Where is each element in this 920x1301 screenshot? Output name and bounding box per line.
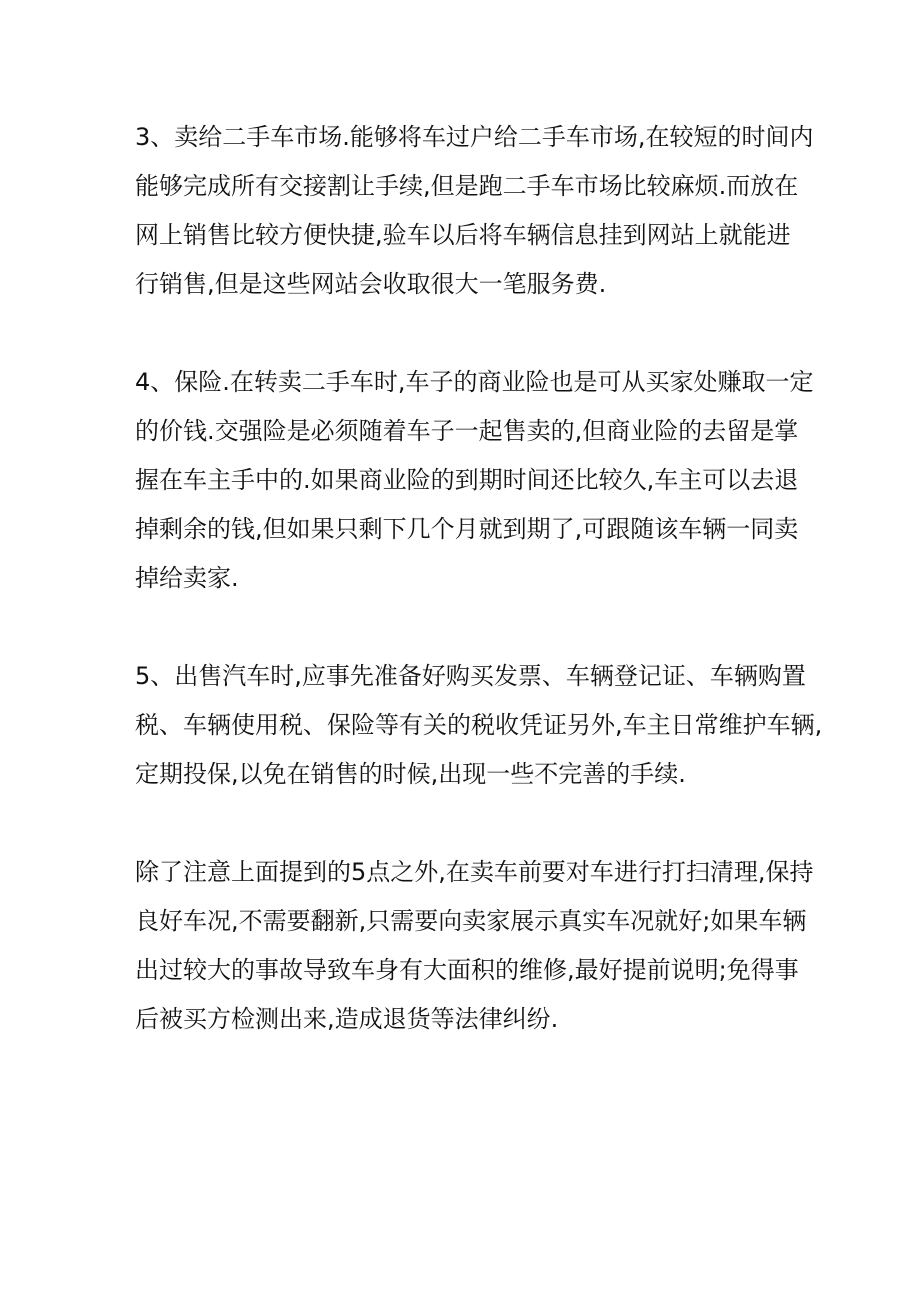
text-line: 3、卖给二手车市场.能够将车过户给二手车市场,在较短的时间内	[135, 123, 814, 151]
text-line: 后被买方检测出来,造成退货等法律纠纷.	[135, 1005, 559, 1033]
text-line: 的价钱.交强险是必须随着车子一起售卖的,但商业险的去留是掌	[135, 417, 799, 445]
text-line: 握在车主手中的.如果商业险的到期时间还比较久,车主可以去退	[135, 466, 799, 494]
document-body	[135, 113, 823, 1044]
text-line: 出过较大的事故导致车身有大面积的维修,最好提前说明;免得事	[135, 956, 799, 984]
text-line: 除了注意上面提到的5点之外,在卖车前要对车进行打扫清理,保持	[135, 858, 814, 886]
paragraph-gap	[135, 603, 795, 652]
text-line: 掉给卖家.	[135, 564, 239, 592]
text-line: 掉剩余的钱,但如果只剩下几个月就到期了,可跟随该车辆一同卖	[135, 515, 799, 543]
text-line: 良好车况,不需要翻新,只需要向卖家展示真实车况就好;如果车辆	[135, 907, 807, 935]
paragraph-gap	[135, 799, 795, 848]
paragraph-gap	[135, 309, 795, 358]
paragraph-insurance	[135, 358, 814, 603]
text-line: 5、出售汽车时,应事先准备好购买发票、车辆登记证、车辆购置	[135, 662, 806, 690]
paragraph-summary	[135, 848, 814, 1044]
text-line: 行销售,但是这些网站会收取很大一笔服务费.	[135, 270, 607, 298]
paragraph-sell-to-used-car-market	[135, 113, 814, 309]
text-line: 网上销售比较方便快捷,验车以后将车辆信息挂到网站上就能进	[135, 221, 791, 249]
text-line: 税、车辆使用税、保险等有关的税收凭证另外,车主日常维护车辆,	[135, 711, 823, 739]
text-line: 定期投保,以免在销售的时候,出现一些不完善的手续.	[135, 760, 686, 788]
text-line: 4、保险.在转卖二手车时,车子的商业险也是可从买家处赚取一定	[135, 368, 814, 396]
text-line: 能够完成所有交接割让手续,但是跑二手车市场比较麻烦.而放在	[135, 172, 799, 200]
paragraph-documents	[135, 652, 823, 799]
